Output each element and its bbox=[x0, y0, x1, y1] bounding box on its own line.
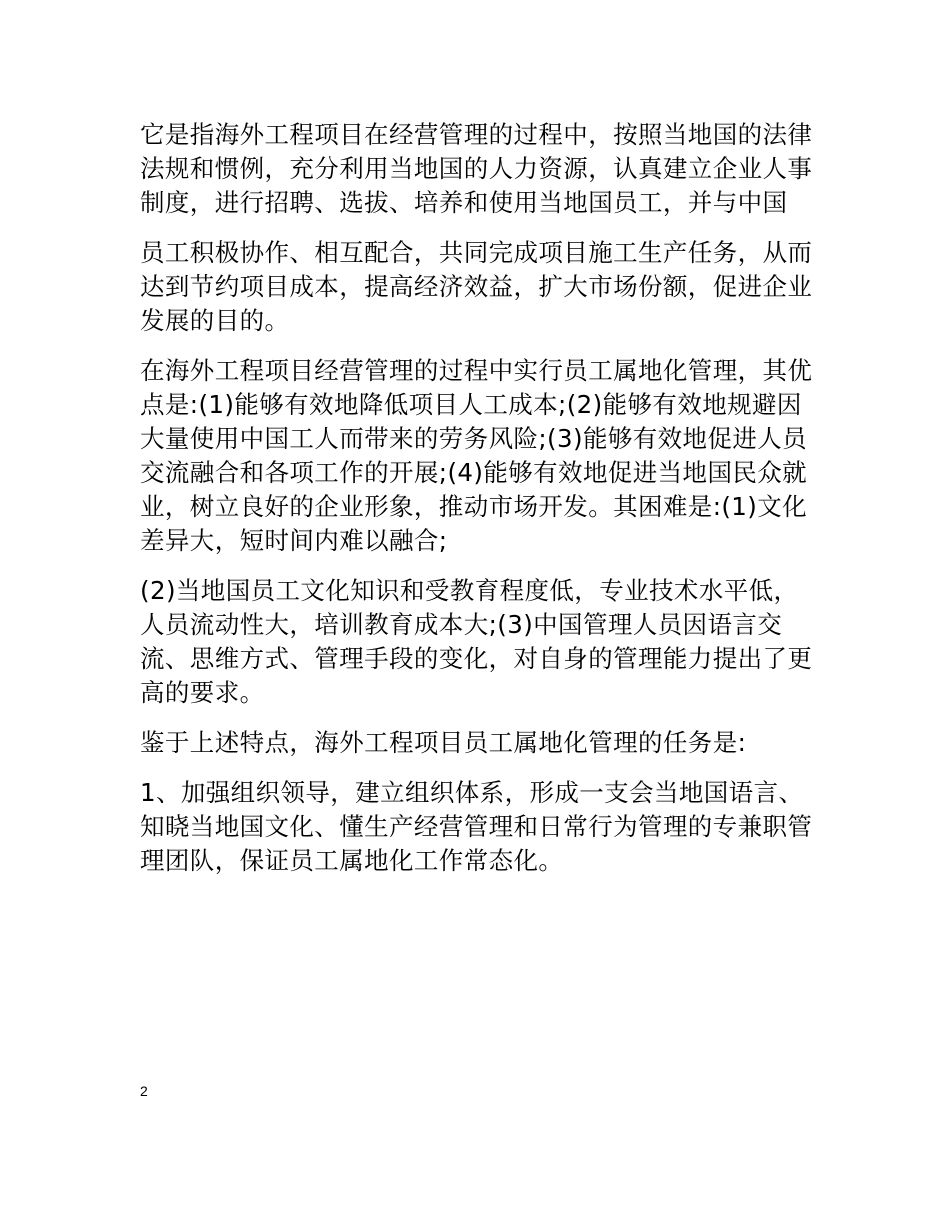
paragraph-6: 1、加强组织领导，建立组织体系，形成一支会当地国语言、知晓当地国文化、懂生产经营管理和日常行为管理的专兼职管理团队，保证员工属地化工作常态化。 bbox=[140, 778, 813, 875]
paragraph-1: 它是指海外工程项目在经营管理的过程中，按照当地国的法律法规和惯例，充分利用当地国的人力资源，认真建立企业人事制度，进行招聘、选拔、培养和使用当地国员工，并与中国 bbox=[140, 120, 813, 217]
paragraph-2: 员工积极协作、相互配合，共同完成项目施工生产任务，从而达到节约项目成本，提高经济效益，扩大市场份额，促进企业发展的目的。 bbox=[140, 238, 813, 335]
document-body bbox=[140, 118, 820, 894]
paragraph-3: 在海外工程项目经营管理的过程中实行员工属地化管理，其优点是:(1)能够有效地降低项目人工成本;(2)能够有效地规避因大量使用中国工人而带来的劳务风险;(3)能够有效地促进人员交流融合和各项工作的开展;(4)能够有效地促进当地国民众就业，树立良好的企业形象，推动市场开发。其困难是:(1)文化差异大，短时间内难以融合; bbox=[140, 356, 813, 555]
paragraph-5: 鉴于上述特点，海外工程项目员工属地化管理的任务是: bbox=[140, 728, 747, 757]
paragraph-4: (2)当地国员工文化知识和受教育程度低，专业技术水平低，人员流动性大，培训教育成本大;(3)中国管理人员因语言交流、思维方式、管理手段的变化，对自身的管理能力提出了更高的要求。 bbox=[140, 576, 813, 707]
page-number: 2 bbox=[140, 1083, 148, 1099]
